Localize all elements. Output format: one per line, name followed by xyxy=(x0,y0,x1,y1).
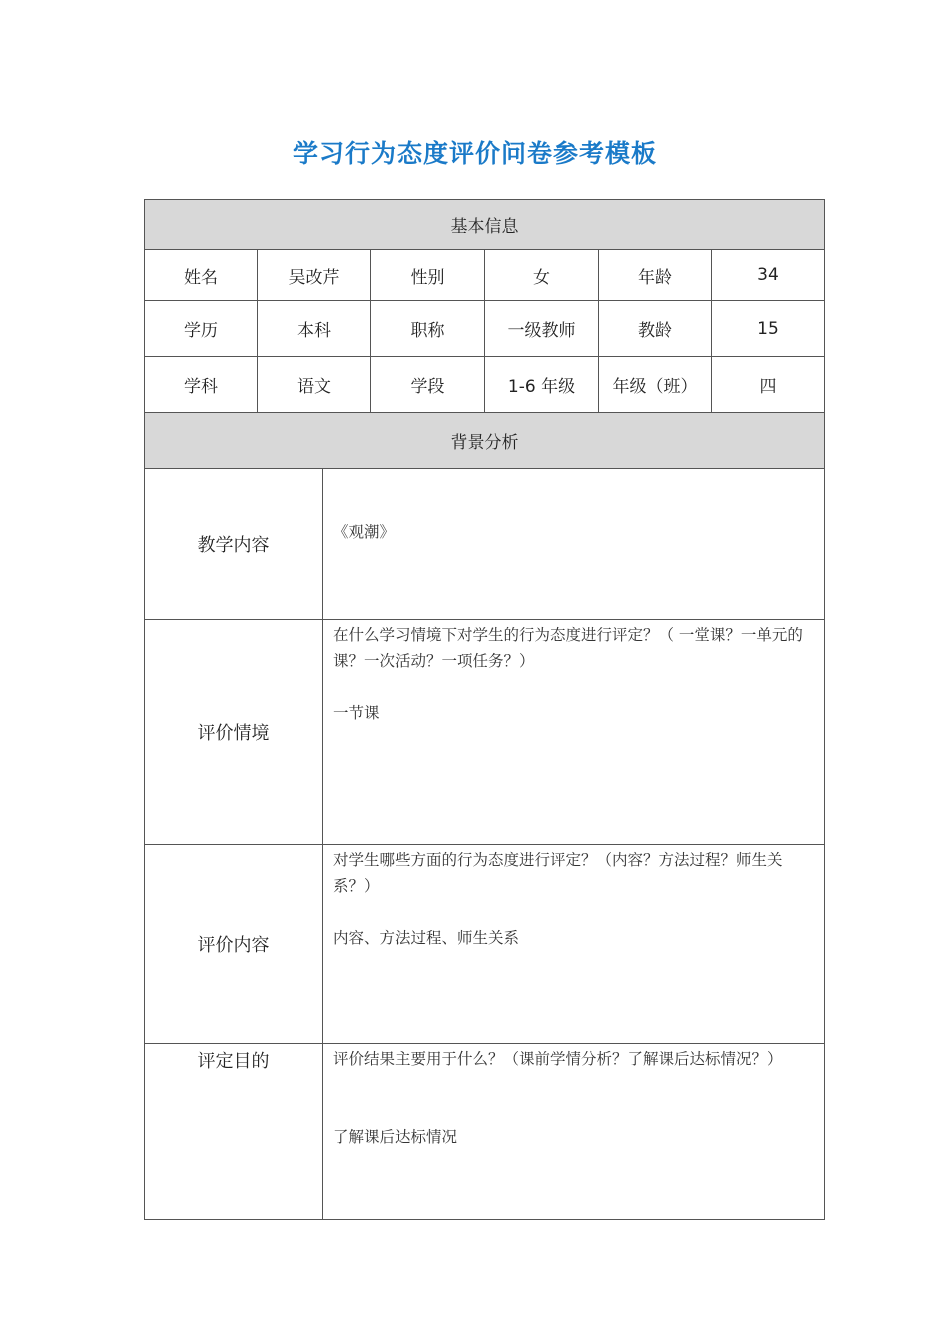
name-value: 吴改芹 xyxy=(257,249,371,301)
grade-value: 四 xyxy=(711,356,825,413)
background-header: 背景分析 xyxy=(144,412,825,469)
age-value: 34 xyxy=(711,249,825,301)
basic-info-header: 基本信息 xyxy=(144,199,825,250)
age-label: 年龄 xyxy=(598,249,712,301)
teaching-years-value: 15 xyxy=(711,300,825,357)
page-title: 学习行为态度评价问卷参考模板 xyxy=(292,139,657,168)
eval-purpose-cell xyxy=(322,1043,825,1220)
subject-value: 语文 xyxy=(257,356,371,413)
teaching-content-label: 教学内容 xyxy=(144,468,323,620)
title-value: 一级教师 xyxy=(484,300,599,357)
eval-purpose-answer: 了解课后达标情况 xyxy=(333,1128,458,1146)
teaching-content-value: 《观潮》 xyxy=(333,523,396,541)
teaching-years-label: 教龄 xyxy=(598,300,712,357)
eval-context-answer: 一节课 xyxy=(333,704,380,722)
education-value: 本科 xyxy=(257,300,371,357)
gender-label: 性别 xyxy=(370,249,485,301)
stage-label: 学段 xyxy=(370,356,485,413)
eval-content-question: 对学生哪些方面的行为态度进行评定？（内容？方法过程？师生关系？） xyxy=(333,851,783,895)
teaching-content-cell xyxy=(322,468,825,620)
eval-content-cell xyxy=(322,844,825,1044)
stage-value: 1-6 年级 xyxy=(484,356,599,413)
name-label: 姓名 xyxy=(144,249,258,301)
eval-context-question: 在什么学习情境下对学生的行为态度进行评定？（ 一堂课？一单元的课？一次活动？一项任务？） xyxy=(333,626,803,670)
eval-content-label: 评价内容 xyxy=(144,844,323,1044)
eval-context-label: 评价情境 xyxy=(144,619,323,845)
title-label: 职称 xyxy=(370,300,485,357)
subject-label: 学科 xyxy=(144,356,258,413)
eval-purpose-label: 评定目的 xyxy=(144,1043,323,1220)
eval-content-answer: 内容、方法过程、师生关系 xyxy=(333,929,520,947)
gender-value: 女 xyxy=(484,249,599,301)
education-label: 学历 xyxy=(144,300,258,357)
eval-context-cell xyxy=(322,619,825,845)
grade-label: 年级（班） xyxy=(598,356,712,413)
eval-purpose-question: 评价结果主要用于什么？（课前学情分析？了解课后达标情况？） xyxy=(333,1050,783,1068)
